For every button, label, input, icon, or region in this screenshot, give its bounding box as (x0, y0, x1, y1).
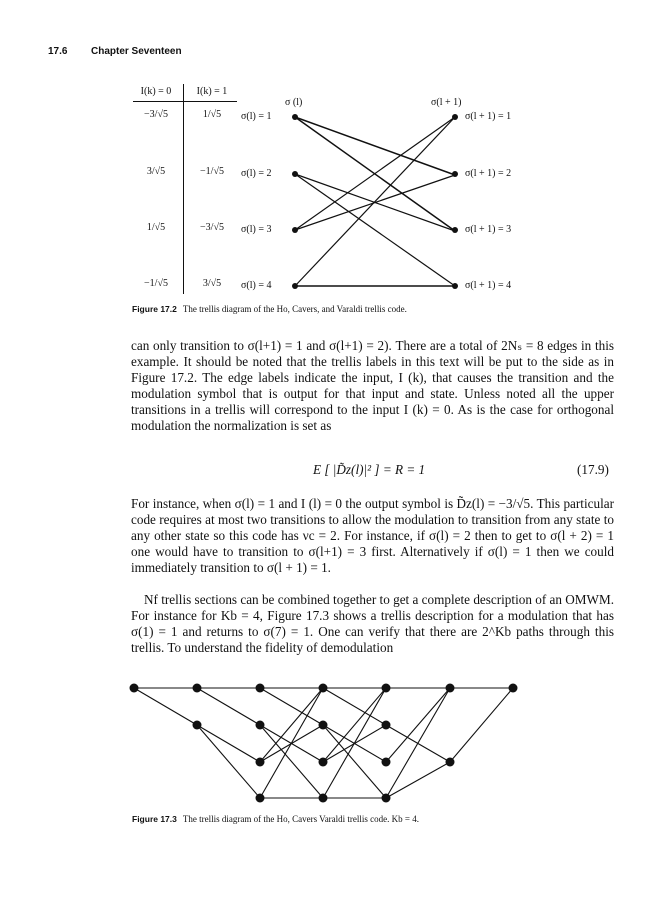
trellis-edge (197, 725, 260, 762)
paragraph-1-text: can only transition to σ(l+1) = 1 and σ(l+1) = 2). There are a total of 2Nₛ = 8 edges in this example. It should be noted that the trellis labels in this text will be put to the side as in Figure 17.2. The edge labels indicate the input, I (k), that causes the transition and the modulation symbol that is output for that input and state. Unless noted all the upper transitions in a trellis will correspond to the input I (k) = 0. As is the case for orthogonal modulation the normalization is set as (131, 338, 614, 433)
paragraph-1 (131, 338, 614, 434)
left-state-label: σ(l) = 1 (241, 111, 272, 122)
trellis-node (193, 721, 202, 730)
trellis-node (452, 114, 458, 120)
paragraph-2 (131, 496, 614, 576)
trellis-edge (323, 688, 386, 798)
paragraph-3-text: Nf trellis sections can be combined together to get a complete description of an OMWM. For instance for Kb = 4, Figure 17.3 shows a trellis description for a modulation that has σ(1) = 1 and returns to σ(7) = 1. One can verify that there are 2^Kb paths through this trellis. To understand the fidelity of demodulation (131, 592, 614, 655)
trellis-edge (450, 688, 513, 762)
right-state-label: σ(l + 1) = 1 (465, 111, 512, 122)
left-state-label: σ(l) = 4 (241, 280, 272, 291)
trellis-node (256, 758, 265, 767)
right-state-label: σ(l + 1) = 3 (465, 224, 512, 235)
trellis-edge (323, 688, 386, 762)
trellis-node (319, 794, 328, 803)
left-state-label: σ(l) = 2 (241, 168, 272, 179)
figure-17-2 (0, 0, 664, 320)
trellis-left-title: σ (l) (285, 97, 303, 108)
trellis-node (292, 171, 298, 177)
trellis-edge (260, 688, 323, 725)
table-cell: −1/√5 (200, 166, 224, 177)
table-cell: 1/√5 (146, 222, 166, 233)
table-cell: −1/√5 (144, 278, 168, 289)
paragraph-3 (131, 592, 614, 656)
trellis-edge (386, 762, 450, 798)
trellis-node (193, 684, 202, 693)
table-cell: 3/√5 (146, 166, 166, 177)
trellis-node (256, 794, 265, 803)
table-header-input-0: I(k) = 0 (140, 86, 172, 97)
trellis-edge (295, 174, 455, 286)
trellis-node (292, 227, 298, 233)
trellis-edge (386, 688, 450, 762)
table-header-input-1: I(k) = 1 (196, 86, 228, 97)
caption-label: Figure 17.3 (132, 814, 177, 824)
page-number: 17.6 (48, 46, 68, 57)
trellis-node (382, 794, 391, 803)
trellis-node (319, 758, 328, 767)
trellis-node (130, 684, 139, 693)
trellis-edge (386, 688, 450, 798)
chapter-title: Chapter Seventeen (91, 46, 182, 57)
paragraph-2-text: For instance, when σ(l) = 1 and I (l) = 0 the output symbol is D̃z(l) = −3/√5. This particular code requires at most two transitions to allow the modulation to transition from any state to any other state so this code has νc = 2. For instance, if σ(l) = 2 then to get to σ(l + 2) = 1 one would have to transition to σ(l+1) = 3 first. Alternatively if σ(l) = 1 then we could immediately transition to σ(l + 1) = 1. (131, 496, 614, 575)
trellis-edge (323, 688, 386, 725)
trellis-node (382, 684, 391, 693)
trellis-right-title: σ(l + 1) (431, 97, 462, 108)
trellis-edge (295, 117, 455, 175)
trellis-edge (260, 688, 323, 762)
trellis-edge (134, 688, 197, 725)
trellis-node (292, 114, 298, 120)
trellis-node (446, 758, 455, 767)
figure-17-3-trellis (0, 670, 664, 810)
table-cell: −3/√5 (144, 109, 168, 120)
caption-label: Figure 17.2 (132, 304, 177, 314)
trellis-edge (260, 725, 323, 798)
right-state-label: σ(l + 1) = 2 (465, 168, 512, 179)
trellis-edge (197, 725, 260, 798)
trellis-node (452, 227, 458, 233)
equation-17-9: E [ |D̃z(l)|² ] = R = 1 (313, 462, 426, 477)
table-cell: 3/√5 (202, 278, 222, 289)
figure-17-3-caption (132, 814, 419, 824)
right-state-label: σ(l + 1) = 4 (465, 280, 512, 291)
caption-text: The trellis diagram of the Ho, Cavers Varaldi trellis code. Kb = 4. (182, 814, 419, 824)
trellis-node (446, 684, 455, 693)
trellis-edge (197, 688, 260, 725)
trellis-section-diagram (0, 0, 664, 320)
trellis-node (452, 283, 458, 289)
left-state-label: σ(l) = 3 (241, 224, 272, 235)
table-cell: 1/√5 (202, 109, 222, 120)
trellis-node (256, 721, 265, 730)
trellis-edge (295, 175, 455, 230)
trellis-node (256, 684, 265, 693)
figure-17-2-caption (132, 304, 407, 314)
trellis-node (382, 758, 391, 767)
trellis-node (452, 171, 458, 177)
equation-number: (17.9) (577, 462, 609, 477)
trellis-edge (295, 117, 455, 286)
trellis-edge (323, 725, 386, 798)
caption-text: The trellis diagram of the Ho, Cavers, and Varaldi trellis code. (182, 304, 407, 314)
trellis-node (509, 684, 518, 693)
trellis-node (382, 721, 391, 730)
trellis-node (319, 684, 328, 693)
trellis-edge (260, 688, 323, 798)
table-cell: −3/√5 (200, 222, 224, 233)
trellis-node (319, 721, 328, 730)
trellis-node (292, 283, 298, 289)
